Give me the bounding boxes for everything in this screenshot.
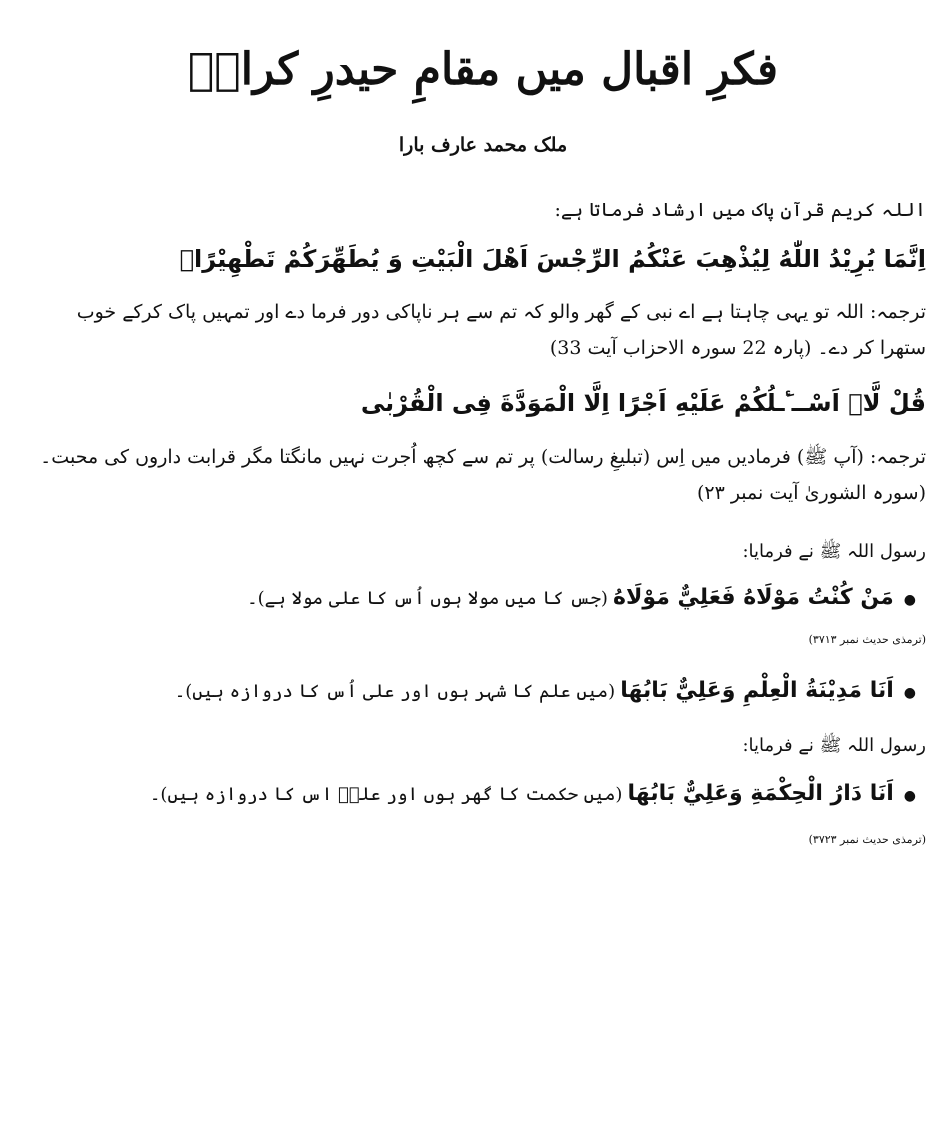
hadith-bullet-2 — [40, 678, 916, 703]
saying-intro-1: رسول اللہ ﷺ نے فرمایا: — [742, 540, 926, 562]
author-name: ملک محمد عارف بارا — [398, 134, 568, 156]
verse-arabic-1: اِنَّمَا يُرِيْدُ اللّٰهُ لِيُذْهِبَ عَنْكُمُ الرِّجْسَ اَهْلَ الْبَيْتِ وَ يُطَهِّرَكُمْ تَطْهِيْرًاۚ — [179, 244, 926, 273]
hadith-reference-2: (ترمذی حدیث نمبر ۳۷۲۳) — [808, 832, 926, 846]
hadith-arabic-2: اَنَا مَدِيْنَةُ الْعِلْمِ وَعَلِيٌّ بَابُهَا — [620, 677, 894, 703]
hadith-arabic-1: مَنْ كُنْتُ مَوْلَاهُ فَعَلِيٌّ مَوْلَاهُ — [613, 585, 894, 611]
article-title: فکرِ اقبال میں مقامِ حیدرِ کرارؑ — [187, 44, 778, 95]
hadith-arabic-3: اَنَا دَارُ الْحِكْمَةِ وَعَلِيٌّ بَابُهَا — [627, 780, 894, 806]
verse-translation-1: ترجمہ: اللہ تو یہی چاہتا ہے اے نبی کے گھر والو کہ تم سے ہر ناپاکی دور فرما دے اور تمہیں پاک کرکے خوب ستھرا کر دے۔ (پارہ 22 سورہ الاحزاب آیت 33) — [76, 301, 926, 360]
hadith-reference-1: (ترمذی حدیث نمبر ۳۷۱۳) — [808, 633, 926, 647]
verse-translation-2: ترجمہ: (آپ ﷺ) فرمادیں میں اِس (تبلیغِ رسالت) پر تم سے کچھ اُجرت نہیں مانگتا مگر قرابت داروں کی محبت۔ (سورہ الشوریٰ آیت نمبر ۲۳) — [40, 445, 926, 504]
intro-text: اللہ کریم قرآنِ پاک میں ارشاد فرماتا ہے: — [554, 198, 926, 221]
bullet-dot-icon: ● — [903, 787, 916, 804]
hadith-bullet-1 — [40, 585, 916, 610]
hadith-urdu-3: (میں حکمت کا گھر ہوں اور علیؑ اس کا دروازہ ہیں)۔ — [149, 783, 623, 805]
hadith-urdu-1: (جس کا میں مولا ہوں اُس کا علی مولا ہے)۔ — [247, 588, 608, 610]
verse-arabic-2: قُلْ لَّاۤ اَسْــٴَـلُكُمْ عَلَیْهِ اَجْرًا اِلَّا الْمَوَدَّةَ فِی الْقُرْبٰى — [360, 389, 926, 418]
bullet-dot-icon: ● — [903, 592, 916, 609]
bullet-dot-icon: ● — [903, 684, 916, 701]
hadith-bullet-3 — [40, 781, 916, 806]
hadith-urdu-2: (میں علم کا شہر ہوں اور علی اُس کا دروازہ ہیں)۔ — [174, 680, 616, 702]
saying-intro-2: رسول اللہ ﷺ نے فرمایا: — [742, 734, 926, 756]
